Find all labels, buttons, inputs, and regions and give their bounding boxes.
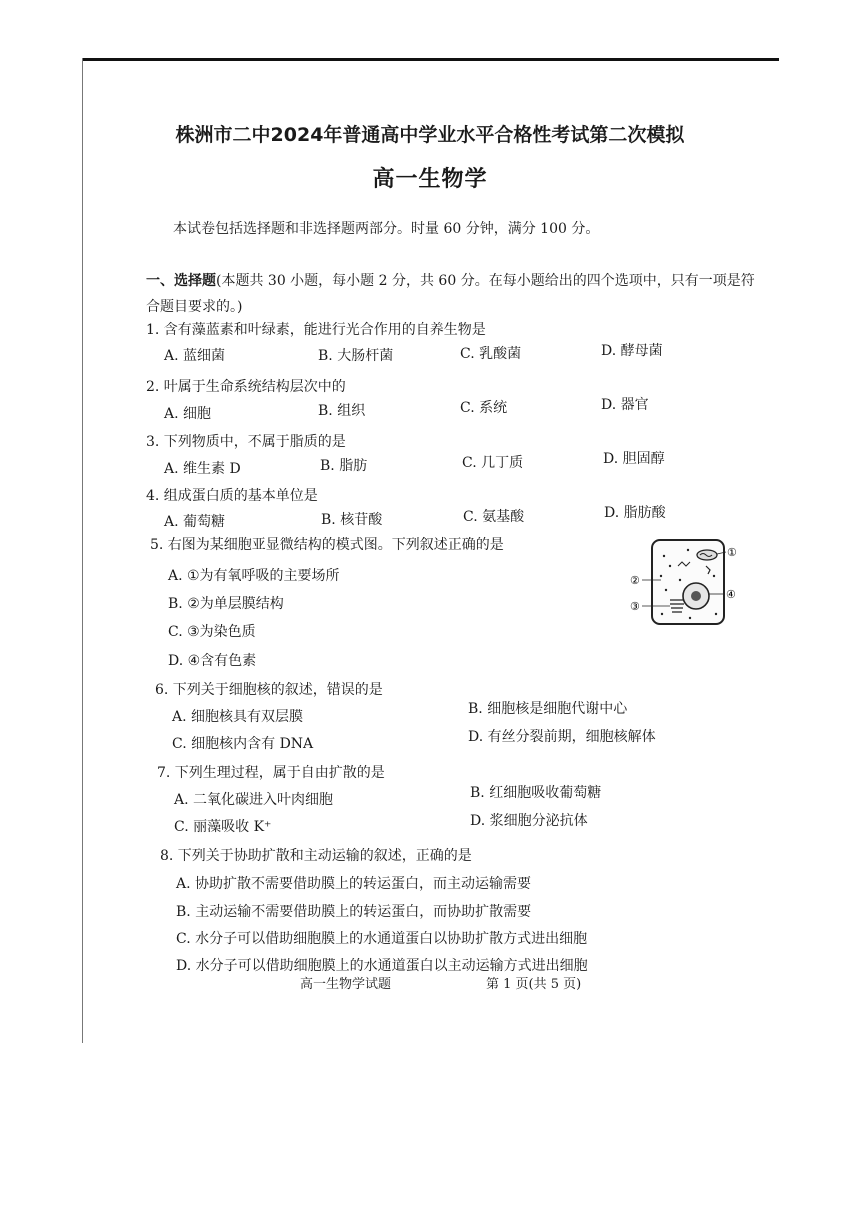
- q2-option-b: B. 组织: [318, 403, 366, 419]
- figure-label-2: ②: [630, 574, 640, 587]
- q6-option-c: C. 细胞核内含有 DNA: [172, 736, 314, 752]
- q5-option-a: A. ①为有氧呼吸的主要场所: [168, 568, 340, 584]
- cell-diagram: [628, 536, 740, 632]
- figure-label-3: ③: [630, 600, 640, 613]
- figure-label-1: ①: [727, 546, 737, 559]
- question-stem-8: 8. 下列关于协助扩散和主动运输的叙述，正确的是: [160, 848, 472, 864]
- q1-option-b: B. 大肠杆菌: [318, 348, 394, 364]
- q3-option-d: D. 胆固醇: [603, 451, 665, 467]
- question-stem-6: 6. 下列关于细胞核的叙述，错误的是: [155, 682, 383, 698]
- q7-option-a: A. 二氧化碳进入叶肉细胞: [174, 792, 334, 808]
- q6-option-b: B. 细胞核是细胞代谢中心: [468, 701, 628, 717]
- question-stem-4: 4. 组成蛋白质的基本单位是: [146, 488, 318, 504]
- q4-option-c: C. 氨基酸: [463, 509, 525, 525]
- q5-option-b: B. ②为单层膜结构: [168, 596, 284, 612]
- q5-option-d: D. ④含有色素: [168, 653, 257, 669]
- left-border: [82, 58, 83, 1043]
- q5-option-c: C. ③为染色质: [168, 624, 256, 640]
- q7-option-b: B. 红细胞吸收葡萄糖: [470, 785, 602, 801]
- q6-option-d: D. 有丝分裂前期，细胞核解体: [468, 729, 656, 745]
- question-stem-2: 2. 叶属于生命系统结构层次中的: [146, 379, 346, 395]
- q7-option-c: C. 丽藻吸收 K⁺: [174, 819, 272, 835]
- section-instructions: [146, 270, 755, 290]
- exam-subtitle: 高一生物学: [372, 167, 488, 192]
- q8-option-c: C. 水分子可以借助细胞膜上的水通道蛋白以协助扩散方式进出细胞: [176, 931, 588, 947]
- question-stem-5: 5. 右图为某细胞亚显微结构的模式图。下列叙述正确的是: [150, 537, 504, 553]
- q3-option-a: A. 维生素 D: [164, 461, 241, 477]
- q4-option-d: D. 脂肪酸: [604, 505, 666, 521]
- top-border: [82, 58, 779, 61]
- figure-label-4: ④: [726, 588, 736, 601]
- q4-option-b: B. 核苷酸: [321, 512, 383, 528]
- q6-option-a: A. 细胞核具有双层膜: [172, 709, 304, 725]
- question-stem-3: 3. 下列物质中，不属于脂质的是: [146, 434, 346, 450]
- question-stem-1: 1. 含有藻蓝素和叶绿素，能进行光合作用的自养生物是: [146, 322, 486, 338]
- q1-option-c: C. 乳酸菌: [460, 346, 522, 362]
- q4-option-a: A. 葡萄糖: [164, 514, 226, 530]
- q2-option-a: A. 细胞: [164, 406, 212, 422]
- exam-intro: 本试卷包括选择题和非选择题两部分。时量 60 分钟，满分 100 分。: [173, 221, 600, 237]
- q2-option-c: C. 系统: [460, 400, 508, 416]
- question-stem-7: 7. 下列生理过程，属于自由扩散的是: [157, 765, 385, 781]
- section-instructions-line2: 合题目要求的。): [146, 299, 243, 315]
- q1-option-a: A. 蓝细菌: [164, 348, 226, 364]
- q3-option-c: C. 几丁质: [462, 455, 524, 471]
- q8-option-d: D. 水分子可以借助细胞膜上的水通道蛋白以主动运输方式进出细胞: [176, 958, 588, 974]
- q3-option-b: B. 脂肪: [320, 458, 368, 474]
- footer-subject: 高一生物学试题: [300, 977, 392, 992]
- footer-page-number: 第 1 页(共 5 页): [486, 977, 582, 992]
- section-heading: 一、选择题: [146, 273, 216, 289]
- exam-title: 株洲市二中2024年普通高中学业水平合格性考试第二次模拟: [175, 124, 685, 146]
- q2-option-d: D. 器官: [601, 397, 649, 413]
- q8-option-a: A. 协助扩散不需要借助膜上的转运蛋白，而主动运输需要: [176, 876, 532, 892]
- q8-option-b: B. 主动运输不需要借助膜上的转运蛋白，而协助扩散需要: [176, 904, 532, 920]
- q7-option-d: D. 浆细胞分泌抗体: [470, 813, 588, 829]
- section-instructions-line1: (本题共 30 小题，每小题 2 分，共 60 分。在每小题给出的四个选项中，只有一项是符: [216, 273, 755, 289]
- nucleolus-shape: [691, 591, 701, 601]
- q1-option-d: D. 酵母菌: [601, 343, 663, 359]
